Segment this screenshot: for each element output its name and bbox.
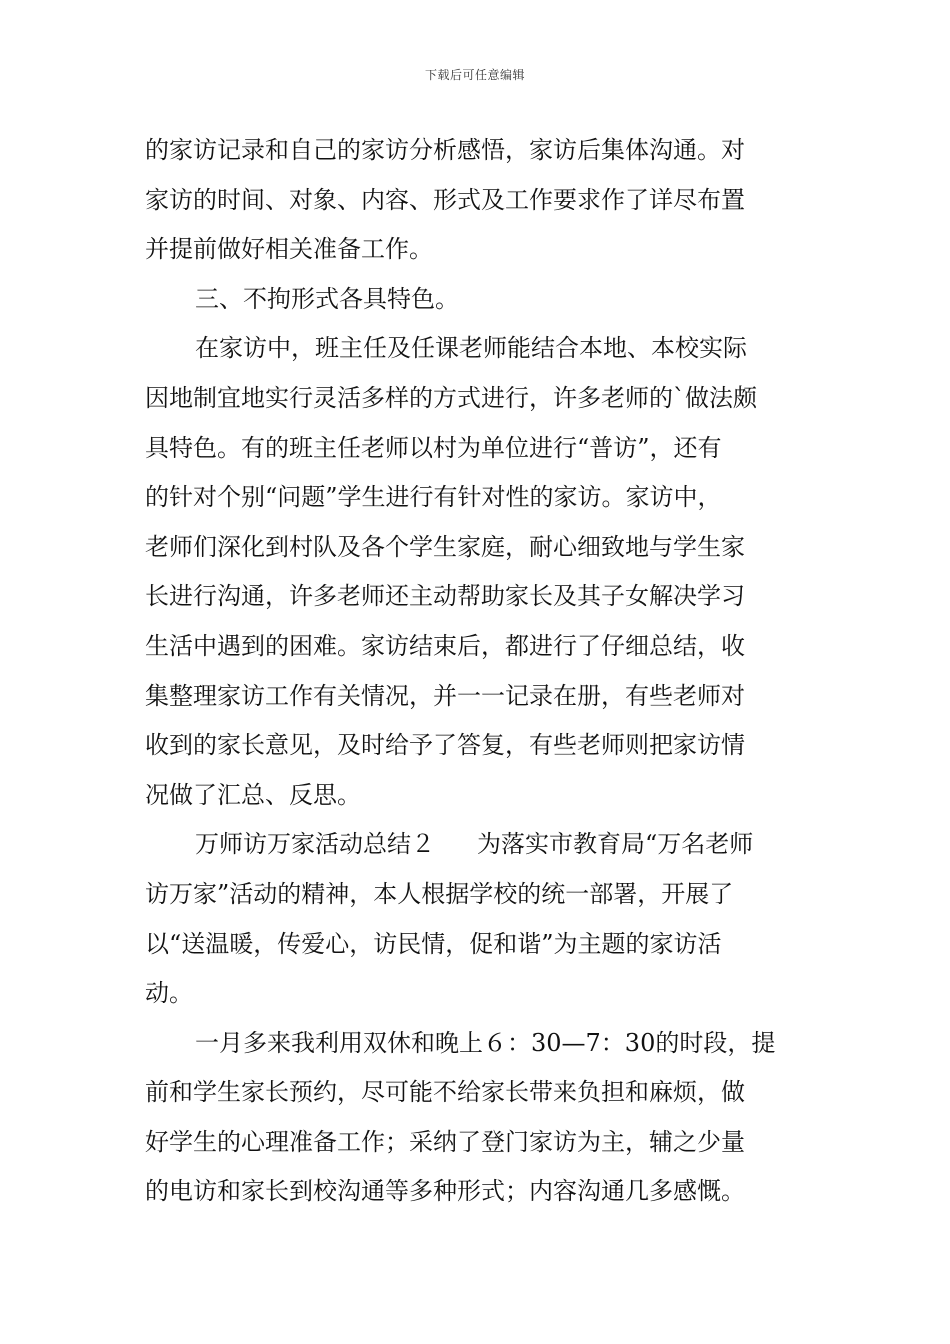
summary-title: 万师访万家活动总结２ xyxy=(195,830,435,859)
page-header-note: 下载后可任意编辑 xyxy=(424,68,525,82)
text-line: 家访的时间、对象、内容、形式及工作要求作了详尽布置 xyxy=(145,185,745,214)
text-line: 前和学生家长预约，尽可能不给家长带来负担和麻烦，做 xyxy=(145,1078,745,1107)
text-line: 生活中遇到的困难。家访结束后，都进行了仔细总结，收 xyxy=(145,631,745,660)
text-line: 具特色。有的班主任老师以村为单位进行“普访”，还有 xyxy=(145,433,722,462)
text-line: 况做了汇总、反思。 xyxy=(145,780,361,809)
text-line: 收到的家长意见，及时给予了答复，有些老师则把家访情 xyxy=(145,731,745,760)
text-line: 动。 xyxy=(145,979,193,1008)
text-line: 因地制宜地实行灵活多样的方式进行，许多老师的`做法颇 xyxy=(145,383,757,412)
section-heading xyxy=(145,275,810,325)
paragraph xyxy=(145,324,810,820)
text-line: 访万家”活动的精神，本人根据学校的统一部署，开展了 xyxy=(145,879,734,908)
text-line xyxy=(145,820,810,870)
text-line: 并提前做好相关准备工作。 xyxy=(145,235,433,264)
paragraph xyxy=(145,820,810,1018)
text-line: 以“送温暖，传爱心，访民情，促和谐”为主题的家访活 xyxy=(145,929,722,958)
paragraph xyxy=(145,1019,810,1217)
text-line: 的家访记录和自己的家访分析感悟，家访后集体沟通。对 xyxy=(145,136,745,164)
text-line: 集整理家访工作有关情况，并一一记录在册，有些老师对 xyxy=(145,681,745,710)
text-line: 三、不拘形式各具特色。 xyxy=(195,284,459,313)
text-line: 的电访和家长到校沟通等多种形式；内容沟通几多感慨。 xyxy=(145,1177,745,1206)
text-line: 长进行沟通，许多老师还主动帮助家长及其子女解决学习 xyxy=(145,582,745,611)
text-line: 在家访中，班主任及任课老师能结合本地、本校实际 xyxy=(195,334,747,363)
document-body xyxy=(145,126,810,1217)
text-line: 老师们深化到村队及各个学生家庭，耐心细致地与学生家 xyxy=(145,532,745,561)
text-line: 好学生的心理准备工作；采纳了登门家访为主，辅之少量 xyxy=(145,1127,745,1156)
text-line: 一月多来我利用双休和晚上６：30—7：30的时段，提 xyxy=(195,1028,776,1057)
paragraph xyxy=(145,126,810,275)
summary-intro: 为落实市教育局“万名老师 xyxy=(477,830,754,859)
text-line: 的针对个别“问题”学生进行有针对性的家访。家访中， xyxy=(145,483,722,512)
